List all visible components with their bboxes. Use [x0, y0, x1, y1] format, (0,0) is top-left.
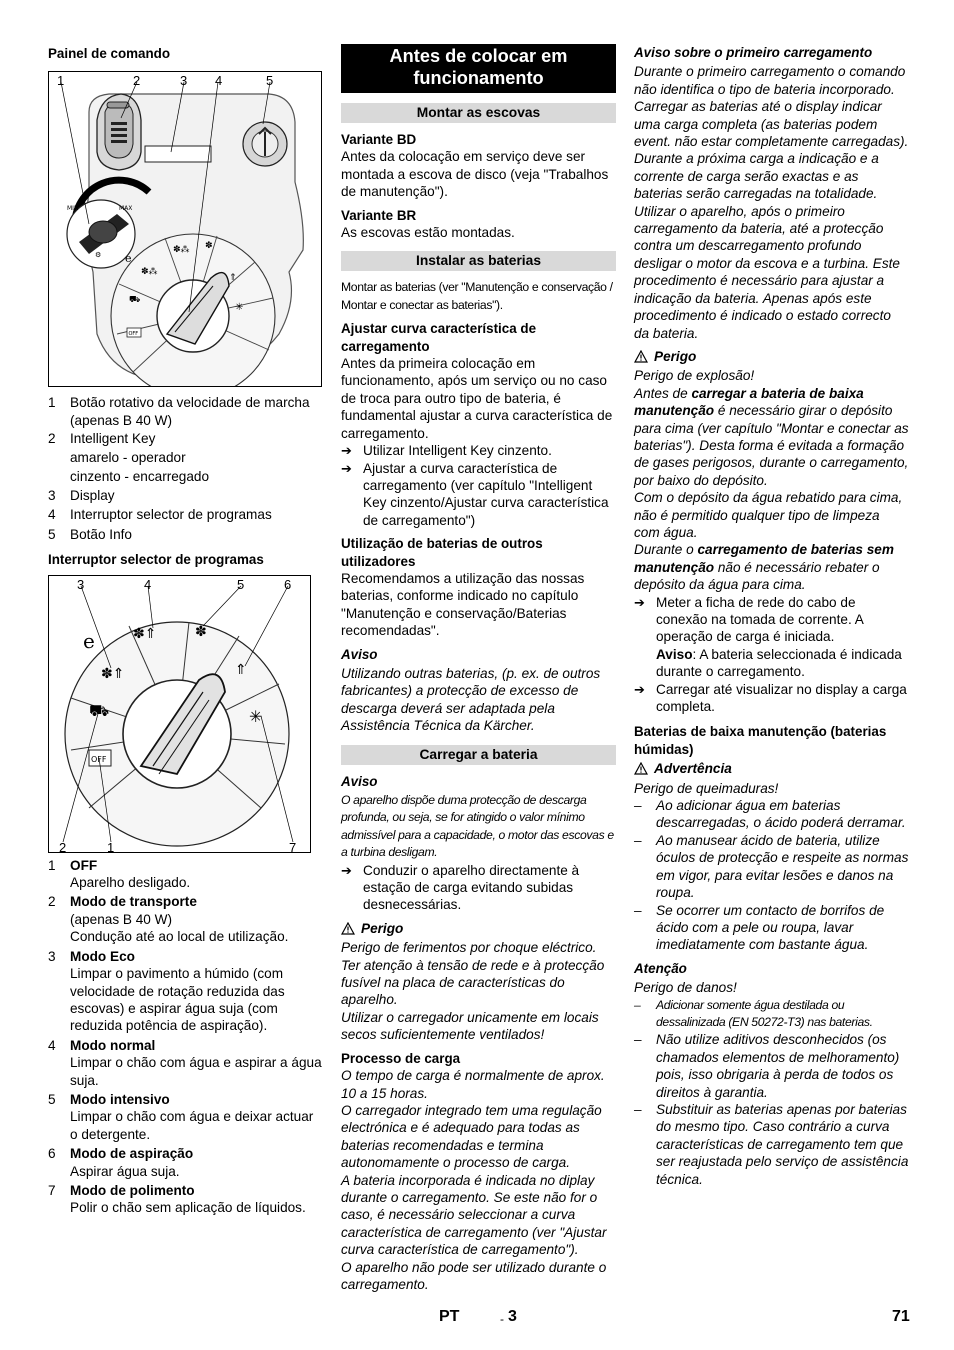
- variant-br-title: Variante BR: [341, 207, 417, 223]
- svg-text:✽⇑: ✽⇑: [133, 625, 157, 642]
- arrow-icon: ➔: [341, 862, 352, 878]
- legend-item: 2 Intelligent Key amarelo - operador cinzento - encarregado: [48, 431, 210, 484]
- mode-item: 7 Modo de polimento Polir o chão sem aplicação de líquidos.: [48, 1182, 306, 1216]
- step-item: ➔ Conduzir o aparelho directamente à estação de carga evitando subidas desnecessárias.: [341, 862, 580, 913]
- svg-text:✽: ✽: [195, 623, 207, 640]
- dash-item: – Se ocorrer um contacto de borrifos de ácido com a pele ou roupa, lavar imediatamente com bastante água.: [634, 902, 885, 953]
- dash-item: – Adicionar somente água destilada ou dessalinizada (EN 50272-T3) nas baterias.: [634, 997, 873, 1029]
- callout-4: 4: [144, 576, 152, 592]
- variant-bd-title: Variante BD: [341, 132, 417, 147]
- step-item: ➔ Ajustar a curva característica de carregamento (ver capítulo "Intelligent Key cinzento/Ajustar curva característica de carregamento"): [341, 460, 609, 528]
- page-number: 71: [892, 1308, 910, 1325]
- fig1-callouts: [57, 73, 273, 88]
- danger-text: Perigo de ferimentos por choque eléctrico. Ter atenção à tensão de rede e à protecção fusível na placa de características do aparelho. Utilizar o carregador unicamente em locais secos suficientemente ventilados!: [341, 940, 605, 1043]
- attention-text: Perigo de danos!: [634, 980, 737, 996]
- aviso-heading: Aviso: [341, 646, 378, 662]
- fig2-off-label: OFF: [91, 754, 107, 764]
- svg-text:e: e: [125, 252, 132, 266]
- aviso-text: Utilizando outras baterias, (p. ex. de outros fabricantes) a protecção de excesso de descarga deverá ser adaptada pela Assistência Técnica da Kärcher.: [341, 665, 601, 734]
- callout-1: 1: [57, 73, 65, 89]
- danger-heading: Perigo: [634, 348, 909, 365]
- warning-triangle-icon: [341, 922, 355, 935]
- callout-3: 3: [77, 576, 85, 592]
- column-3: [634, 44, 909, 1188]
- curve-text: Antes da primeira colocação em funcionamento, após um serviço ou no caso de troca para outro tipo de bateria, é fundamental ajustar a curva característica de carregamento.: [341, 356, 613, 441]
- dash-item: – Ao adicionar água em baterias descarregadas, o ácido poderá derramar.: [634, 798, 906, 831]
- callout-5: 5: [266, 73, 274, 89]
- dash-item: – Não utilize aditivos desconhecidos (os chamados elementos de melhoramento) pois, isso obrigaria à perda de todos os direitos à garantia.: [634, 1032, 900, 1100]
- mode-item: 2 Modo de transporte (apenas B 40 W) Condução até ao local de utilização.: [48, 894, 289, 945]
- warning-text: Perigo de queimaduras!: [634, 780, 779, 796]
- mode-item: 1 OFF Aparelho desligado.: [48, 857, 191, 891]
- variant-bd-text: Antes da colocação em serviço deve ser montada a escova de disco (veja "Trabalhos de manutenção").: [341, 149, 609, 200]
- footer-language: PT: [439, 1308, 460, 1325]
- install-batteries-text: Montar as baterias (ver "Manutenção e conservação / Montar e conectar as baterias").: [341, 280, 613, 312]
- svg-text:✳: ✳: [249, 706, 263, 726]
- callout-3: 3: [180, 73, 188, 89]
- process-title: Processo de carga: [341, 1050, 461, 1066]
- legend-item: 3 Display: [48, 488, 115, 504]
- svg-text:✽⁂: ✽⁂: [173, 245, 190, 256]
- program-selector-figure: [48, 575, 311, 853]
- warning-heading: Advertência: [634, 760, 909, 777]
- aviso-text: O aparelho dispõe duma protecção de descarga profunda, ou seja, se for atingido o valor mínimo admissível para a capacidade, o motor das escovas e a turbina desligam.: [341, 793, 614, 860]
- section-heading: Instalar as baterias: [341, 251, 616, 271]
- step-item: ➔ Meter a ficha de rede do cabo de conexão na tomada de corrente. A operação de carga é iniciada. Aviso: A bateria seleccionada é indicada durante o carregamento.: [634, 594, 902, 680]
- svg-text:⇑: ⇑: [229, 273, 237, 284]
- min-label: MIN: [67, 205, 79, 213]
- fig1-off-label: OFF: [128, 331, 139, 338]
- selector-title: Interruptor selector de programas: [48, 552, 264, 568]
- mode-item: 6 Modo de aspiração Aspirar água suja.: [48, 1146, 194, 1179]
- control-panel-legend: [48, 394, 322, 543]
- mode-item: 5 Modo intensivo Limpar o chão com água e deixar actuar o detergente.: [48, 1091, 314, 1142]
- panel-title: Painel de comando: [48, 46, 171, 61]
- svg-text:⛟: ⛟: [89, 700, 110, 720]
- section-heading: Carregar a bateria: [341, 745, 616, 765]
- callout-5: 5: [237, 576, 245, 592]
- max-label: MAX: [119, 205, 133, 213]
- svg-text:⚙: ⚙: [95, 251, 102, 260]
- svg-text:✽⇑: ✽⇑: [101, 665, 125, 682]
- dash-item: – Ao manusear ácido de bateria, utilize óculos de protecção e respeite as normas em vigor, para evitar lesões e danos na roupa.: [634, 832, 909, 901]
- column-1: [48, 44, 322, 1217]
- mode-item: 4 Modo normal Limpar o chão com água e aspirar a água suja.: [48, 1037, 322, 1088]
- attention-heading: Atenção: [634, 960, 687, 976]
- warning-triangle-icon: [634, 762, 648, 775]
- process-text: O tempo de carga é normalmente de aprox. 10 a 15 horas. O carregador integrado tem uma regulação electrónica e é adequado para todas as baterias recomendadas e termina autonomamente o processo de carga. A bateria incorporada é indicada no diplay durante o carregamento. Se este não for o caso, é necessário seleccionar a curva característica de carregamento (ver "Ajustar curva característica de carregamento"). O aparelho não pode ser utilizado durante o carregamento.: [341, 1068, 607, 1292]
- program-selector-illustration: [49, 576, 310, 852]
- column-2: [341, 44, 616, 1293]
- variant-br-text: As escovas estão montadas.: [341, 225, 515, 241]
- arrow-icon: ➔: [634, 681, 645, 697]
- aviso-heading: Aviso: [341, 773, 378, 789]
- other-batteries-title: Utilização de baterias de outros utilizadores: [341, 536, 543, 569]
- dash-item: – Substituir as baterias apenas por baterias do mesmo tipo. Caso contrário a curva características de carregamento tem que ser reajustada pelo serviço de assistência técnica.: [634, 1101, 909, 1187]
- callout-6: 6: [284, 576, 292, 592]
- danger-heading: Perigo: [341, 920, 616, 937]
- arrow-icon: ➔: [634, 594, 645, 610]
- svg-text:⇑: ⇑: [235, 661, 247, 678]
- footer-local-page: 3: [508, 1308, 517, 1325]
- mode-item: 3 Modo Eco Limpar o pavimento a húmido (com velocidade de rotação reduzida das escovas) e aspirar água suja (com reduzida potência de aspiração).: [48, 948, 285, 1034]
- footer-dash: -: [500, 1312, 504, 1326]
- svg-text:⛟: ⛟: [129, 295, 141, 306]
- other-batteries-text: Recomendamos a utilização das nossas baterias, conforme indicado no capítulo "Manutenção e conservação/Baterias recomendadas".: [341, 570, 585, 639]
- svg-text:✳: ✳: [235, 302, 244, 314]
- step-item: ➔ Utilizar Intelligent Key cinzento.: [341, 443, 552, 459]
- callout-2: 2: [59, 839, 67, 852]
- first-charge-text: Durante o primeiro carregamento o comando não identifica o tipo de bateria incorporado. Carregar as baterias até o display indicar uma carga completa (as baterias podem event. não estar completamente carregadas). Durante a próxima carga a indicação e a corrente de carga serão exactas e as baterias serão carregadas na totalidade. Utilizar o aparelho, após o primeiro carregamento da bateria, até a protecção contra um descarregamento profundo desligar o motor da escova e a turbina. Este procedimento é necessário para ajustar a indicação da bateria. Apenas após este procedimento é indicado o estado correcto da bateria.: [634, 64, 909, 341]
- step-item: ➔ Carregar até visualizar no display a carga completa.: [634, 681, 907, 715]
- control-panel-illustration: [49, 72, 321, 386]
- warning-triangle-icon: [634, 350, 648, 363]
- first-charge-title: Aviso sobre o primeiro carregamento: [634, 45, 873, 60]
- callout-2: 2: [133, 73, 141, 89]
- svg-text:✽: ✽: [205, 241, 213, 252]
- callout-1: 1: [107, 839, 115, 852]
- chapter-banner: Antes de colocar em funcionamento: [341, 44, 616, 93]
- svg-text:e: e: [83, 628, 95, 653]
- legend-item: 5 Botão Info: [48, 526, 132, 542]
- danger-text: Perigo de explosão! Antes de carregar a bateria de baixa manutenção é necessário girar o depósito para cima (ver capítulo "Montar e conectar as baterias"). Desta forma é evitada a formação de gases perigosos, durante o carregamento, por baixo do depósito. Com o depósito da água rebatido para cima, não é permitido qualquer tipo de limpeza com água. Durante o carregamento de baterias sem manutenção não é necessário rebater o depósito da água para cima.: [634, 368, 909, 593]
- program-modes-list: [48, 857, 322, 1217]
- arrow-icon: ➔: [341, 443, 352, 459]
- legend-item: 4 Interruptor selector de programas: [48, 507, 272, 523]
- callout-4: 4: [215, 73, 223, 89]
- control-panel-figure: [48, 71, 322, 387]
- legend-item: 1 Botão rotativo da velocidade de marcha (apenas B 40 W): [48, 395, 310, 428]
- curve-title: Ajustar curva característica de carregamento: [341, 321, 537, 354]
- callout-7: 7: [289, 839, 297, 852]
- svg-text:✽⁂: ✽⁂: [141, 267, 158, 278]
- section-heading: Montar as escovas: [341, 103, 616, 123]
- arrow-icon: ➔: [341, 460, 352, 476]
- low-maintenance-title: Baterias de baixa manutenção (baterias húmidas): [634, 724, 887, 757]
